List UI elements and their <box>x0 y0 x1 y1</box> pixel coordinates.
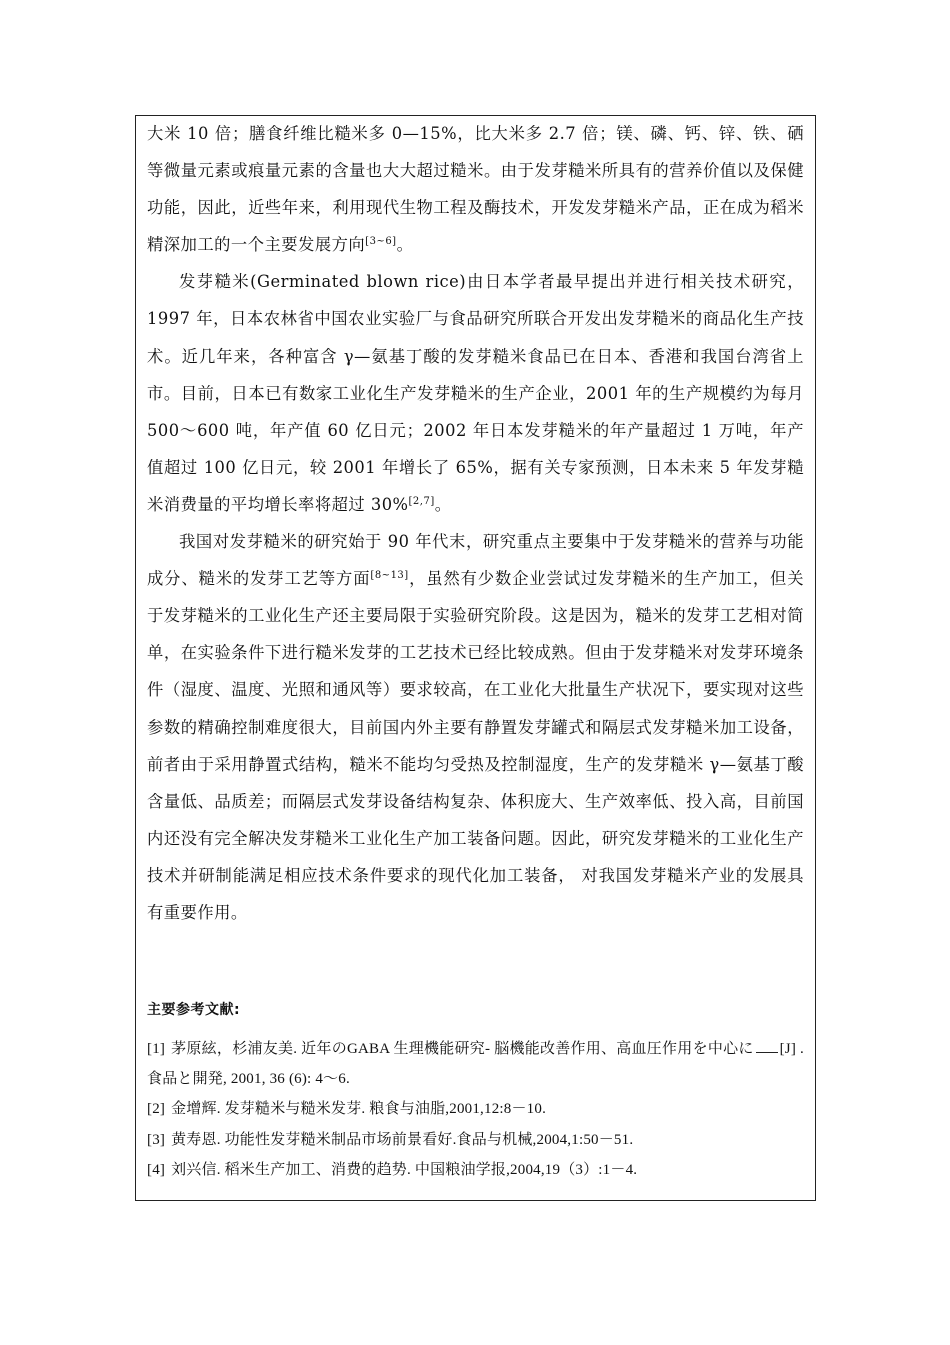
paragraph-1-text: 大米 10 倍；膳食纤维比糙米多 0—15%，比大米多 2.7 倍；镁、磷、钙、锌、铁、硒等微量元素或痕量元素的含量也大大超过糙米。由于发芽糙米所具有的营养价值以及保健功能，因此，近些年来，利用现代生物工程及酶技术，开发发芽糙米产品，正在成为稻米精深加工的一个主要发展方向 <box>147 124 804 255</box>
citation-2-7: [2,7] <box>408 495 435 507</box>
paragraph-2 <box>147 263 804 523</box>
paragraph-3-text-b: ，虽然有少数企业尝试过发芽糙米的生产加工，但关于发芽糙米的工业化生产还主要局限于实验研究阶段。这是因为，糙米的发芽工艺相对简单，在实验条件下进行糙米发芽的工艺技术已经比较成熟。但由于发芽糙米对发芽环境条件（湿度、温度、光照和通风等）要求较高，在工业化大批量生产状况下，要实现对这些参数的精确控制难度很大，目前国内外主要有静置发芽罐式和隔层式发芽糙米加工设备，前者由于采用静置式结构，糙米不能均匀受热及控制湿度，生产的发芽糙米 γ—氨基丁酸含量低、品质差；而隔层式发芽设备结构复杂、体积庞大、生产效率低、投入高，目前国内还没有完全解决发芽糙米工业化生产加工装备问题。因此，研究发芽糙米的工业化生产技术并研制能满足相应技术条件要求的现代化加工装备， 对我国发芽糙米产业的发展具有重要作用。 <box>147 569 804 922</box>
reference-number: [2] <box>147 1101 166 1117</box>
document-frame <box>135 115 816 1201</box>
reference-text-tail: [J] . 食品と開発, 2001, 36 (6): 4～6. <box>147 1041 804 1087</box>
citation-3-6: [3~6] <box>365 236 397 248</box>
blank-underline <box>756 1040 778 1053</box>
document-body <box>147 116 804 931</box>
reference-number: [3] <box>147 1131 166 1148</box>
references-heading: 主要参考文献: <box>147 1002 241 1018</box>
paragraph-3-text-a: 我国对发芽糙米的研究始于 90 年代末，研究重点主要集中于发芽糙米的营养与功能成分、糙米的发芽工艺等方面 <box>147 532 804 589</box>
paragraph-2-text: 发芽糙米(Germinated blown rice)由日本学者最早提出并进行相关技术研究，1997 年，日本农林省中国农业实验厂与食品研究所联合开发出发芽糙米的商品化生产技术。近几年来，各种富含 γ—氨基丁酸的发芽糙米食品已在日本、香港和我国台湾省上市。目前，日本已有数家工业化生产发芽糙米的生产企业，2001 年的生产规模约为每月 500～600 吨，年产值 60 亿日元；2002 年日本发芽糙米的年产量超过 1 万吨，年产值超过 100 亿日元，较 2001 年增长了 65%，据有关专家预测，日本未来 5 年发芽糙米消费量的平均增长率将超过 30% <box>147 272 804 514</box>
reference-item-3 <box>147 1126 804 1156</box>
reference-item-4 <box>147 1156 804 1186</box>
citation-8-13: [8~13] <box>370 570 409 582</box>
reference-text: 金增辉. 发芽糙米与糙米发芽. 粮食与油脂,2001,12:8－10. <box>171 1101 547 1117</box>
reference-number: [1] <box>147 1041 166 1057</box>
reference-item-1 <box>147 1035 804 1094</box>
paragraph-1 <box>147 115 804 263</box>
reference-text: 黄寿恩. 功能性发芽糙米制品市场前景看好.食品与机械,2004,1:50－51. <box>171 1131 634 1148</box>
reference-text: 刘兴信. 稻米生产加工、消费的趋势. 中国粮油学报,2004,19（3）:1－4. <box>171 1162 638 1178</box>
reference-text: 茅原絃，杉浦友美. 近年のGABA 生理機能研究- 脳機能改善作用、高血圧作用を中心に <box>171 1041 754 1057</box>
paragraph-3 <box>147 523 804 931</box>
paragraph-1-tail: 。 <box>396 235 414 255</box>
paragraph-2-tail: 。 <box>434 494 452 514</box>
reference-item-2 <box>147 1095 804 1125</box>
reference-list <box>147 1035 804 1187</box>
reference-number: [4] <box>147 1162 166 1178</box>
